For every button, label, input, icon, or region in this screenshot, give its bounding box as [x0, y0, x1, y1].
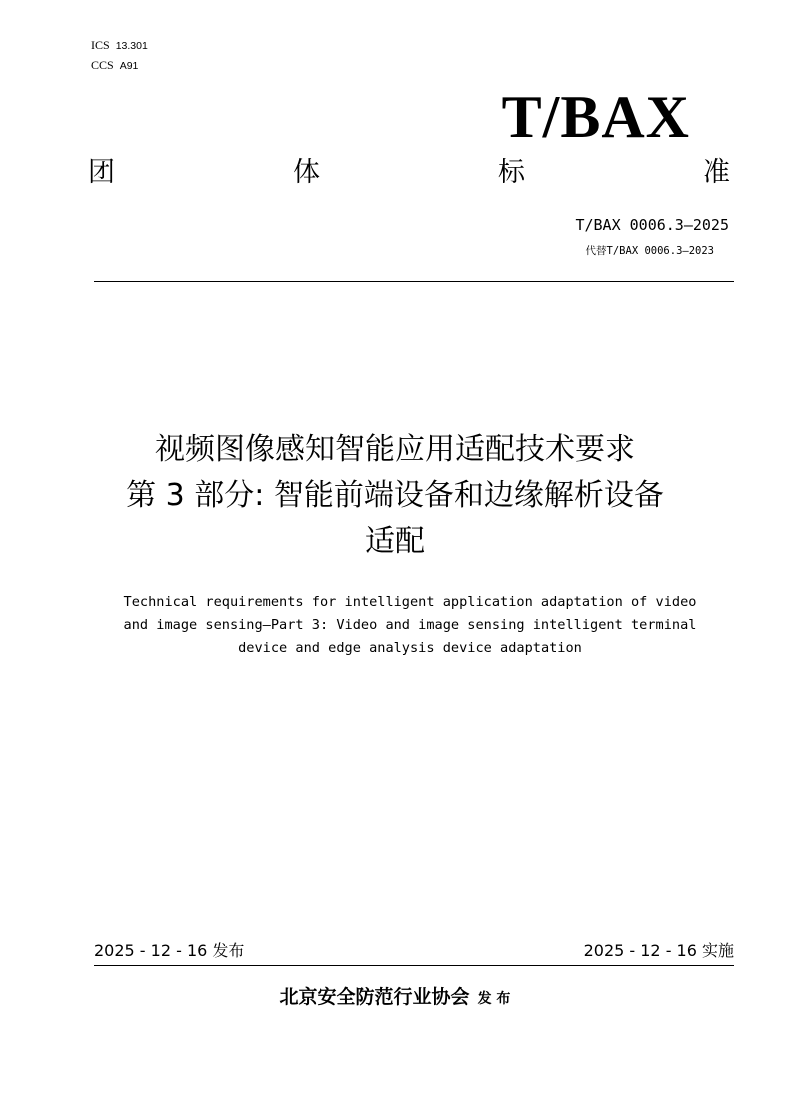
publisher-name: 北京安全防范行业协会 — [279, 986, 470, 1008]
implement-date: 2025 - 12 - 16 实施 — [583, 941, 734, 960]
doc-type-heading — [88, 155, 730, 191]
ics-value: 13.301 — [115, 40, 148, 52]
doc-type-char: 准 — [703, 157, 730, 188]
ics-line — [91, 38, 148, 53]
publish-label: 发 布 — [477, 991, 511, 1007]
en-title-line-1: Technical requirements for intelligent application adaptation of video — [123, 594, 697, 610]
publish-date: 2025 - 12 - 16 发布 — [94, 941, 245, 960]
standard-code-logo: T/BAX — [501, 84, 690, 150]
ics-label: ICS — [91, 38, 110, 52]
cn-title-line-3: 适配 — [365, 524, 425, 559]
publisher-line — [0, 984, 790, 1012]
footer-divider — [94, 965, 734, 966]
cn-title-line-1: 视频图像感知智能应用适配技术要求 — [155, 432, 635, 467]
ccs-line — [91, 58, 138, 73]
header-divider — [94, 281, 734, 282]
cn-title-line-2: 第 3 部分: 智能前端设备和边缘解析设备 — [126, 478, 664, 513]
replaces-note: 代替T/BAX 0006.3—2023 — [585, 245, 714, 257]
doc-type-char: 体 — [293, 157, 320, 188]
en-title-line-2: and image sensing—Part 3: Video and image sensing intelligent terminal — [123, 617, 697, 633]
ccs-label: CCS — [91, 58, 114, 72]
ccs-value: A91 — [119, 60, 139, 72]
doc-type-char: 标 — [498, 157, 525, 188]
standard-number: T/BAX 0006.3—2025 — [575, 216, 729, 234]
doc-type-char: 团 — [88, 157, 115, 188]
en-title-line-3: device and edge analysis device adaptation — [238, 640, 582, 656]
